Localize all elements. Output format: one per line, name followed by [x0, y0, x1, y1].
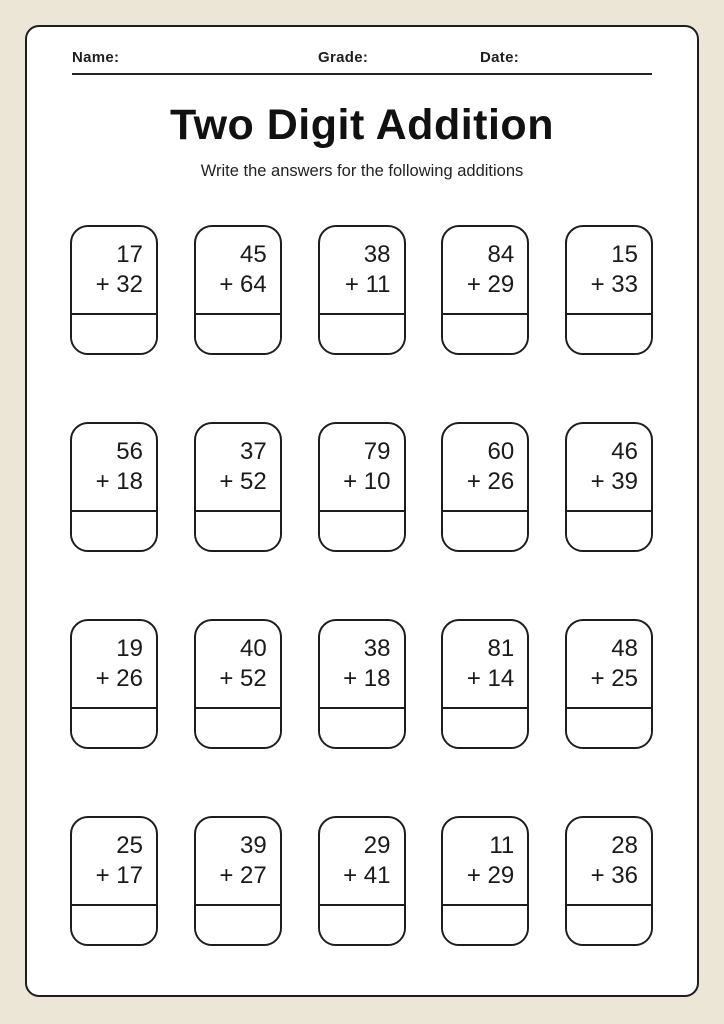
addend-bottom: + 64 [219, 271, 267, 298]
problem-operands [72, 227, 156, 315]
problem-operands [567, 424, 651, 512]
header-fields [72, 49, 652, 75]
addend-bottom: + 25 [590, 665, 638, 692]
addend-top: 15 [611, 241, 638, 268]
addend-top: 46 [611, 438, 638, 465]
problem-card-18 [318, 816, 406, 946]
problem-operands [72, 424, 156, 512]
problem-operands [196, 227, 280, 315]
addend-bottom: + 14 [466, 665, 515, 692]
addend-top: 11 [489, 832, 515, 859]
addend-bottom: + 52 [219, 665, 267, 692]
problem-card-5 [565, 225, 653, 355]
problem-operands [567, 818, 651, 906]
page-title: Two Digit Addition [170, 101, 554, 149]
answer-area[interactable] [567, 315, 651, 353]
addend-top: 29 [363, 832, 391, 859]
name-field-label: Name: [72, 49, 120, 66]
problem-operands [320, 621, 404, 709]
problem-card-7 [194, 422, 282, 552]
addend-top: 25 [116, 832, 143, 859]
answer-area[interactable] [196, 709, 280, 747]
addend-top: 60 [487, 438, 515, 465]
problem-card-12 [194, 619, 282, 749]
problem-operands [72, 818, 156, 906]
problem-operands [443, 424, 527, 512]
addend-top: 39 [240, 832, 267, 859]
addend-top: 56 [116, 438, 143, 465]
problem-card-1 [70, 225, 158, 355]
addend-top: 28 [611, 832, 638, 859]
answer-area[interactable] [320, 315, 404, 353]
addend-top: 37 [240, 438, 267, 465]
problem-card-16 [70, 816, 158, 946]
addend-bottom: + 32 [95, 271, 143, 298]
problem-card-19 [441, 816, 529, 946]
problem-card-9 [441, 422, 529, 552]
addend-top: 17 [116, 241, 143, 268]
answer-area[interactable] [567, 512, 651, 550]
answer-area[interactable] [443, 315, 527, 353]
addend-top: 45 [240, 241, 267, 268]
addend-top: 48 [611, 635, 638, 662]
problem-card-3 [318, 225, 406, 355]
problem-card-15 [565, 619, 653, 749]
addend-bottom: + 29 [466, 862, 515, 889]
addend-top: 19 [116, 635, 143, 662]
answer-area[interactable] [72, 906, 156, 944]
addend-bottom: + 18 [95, 468, 143, 495]
answer-area[interactable] [320, 709, 404, 747]
problem-card-2 [194, 225, 282, 355]
problem-card-13 [318, 619, 406, 749]
answer-area[interactable] [320, 906, 404, 944]
addend-top: 38 [363, 635, 391, 662]
problem-operands [196, 818, 280, 906]
problem-operands [196, 424, 280, 512]
problem-operands [320, 818, 404, 906]
problem-card-11 [70, 619, 158, 749]
answer-area[interactable] [196, 512, 280, 550]
problem-operands [567, 621, 651, 709]
addend-bottom: + 11 [344, 271, 391, 298]
answer-area[interactable] [72, 709, 156, 747]
addend-top: 40 [240, 635, 267, 662]
addend-bottom: + 26 [466, 468, 515, 495]
problem-operands [443, 227, 527, 315]
problem-card-4 [441, 225, 529, 355]
worksheet-page [25, 25, 699, 997]
problem-card-20 [565, 816, 653, 946]
problem-card-6 [70, 422, 158, 552]
addend-bottom: + 10 [343, 468, 391, 495]
answer-area[interactable] [443, 512, 527, 550]
answer-area[interactable] [72, 512, 156, 550]
answer-area[interactable] [443, 709, 527, 747]
problem-operands [567, 227, 651, 315]
addend-top: 81 [487, 635, 515, 662]
addend-bottom: + 36 [590, 862, 638, 889]
answer-area[interactable] [567, 906, 651, 944]
date-field-label: Date: [480, 49, 520, 66]
addend-bottom: + 52 [219, 468, 267, 495]
problem-card-14 [441, 619, 529, 749]
answer-area[interactable] [72, 315, 156, 353]
problem-card-10 [565, 422, 653, 552]
addend-bottom: + 41 [343, 862, 391, 889]
answer-area[interactable] [320, 512, 404, 550]
addend-top: 79 [363, 438, 391, 465]
problem-operands [320, 227, 404, 315]
addend-bottom: + 27 [219, 862, 267, 889]
addend-top: 84 [487, 241, 515, 268]
problems-grid [70, 225, 653, 946]
addend-top: 38 [363, 241, 391, 268]
page-subtitle: Write the answers for the following additions [200, 162, 524, 180]
problem-operands [443, 818, 527, 906]
problem-operands [443, 621, 527, 709]
problem-operands [72, 621, 156, 709]
problem-operands [320, 424, 404, 512]
addend-bottom: + 26 [95, 665, 143, 692]
answer-area[interactable] [443, 906, 527, 944]
problem-card-8 [318, 422, 406, 552]
problem-operands [196, 621, 280, 709]
answer-area[interactable] [196, 315, 280, 353]
addend-bottom: + 18 [343, 665, 391, 692]
addend-bottom: + 29 [466, 271, 515, 298]
addend-bottom: + 33 [590, 271, 638, 298]
addend-bottom: + 17 [95, 862, 143, 889]
problem-card-17 [194, 816, 282, 946]
grade-field-label: Grade: [318, 49, 369, 66]
answer-area[interactable] [567, 709, 651, 747]
addend-bottom: + 39 [590, 468, 638, 495]
answer-area[interactable] [196, 906, 280, 944]
